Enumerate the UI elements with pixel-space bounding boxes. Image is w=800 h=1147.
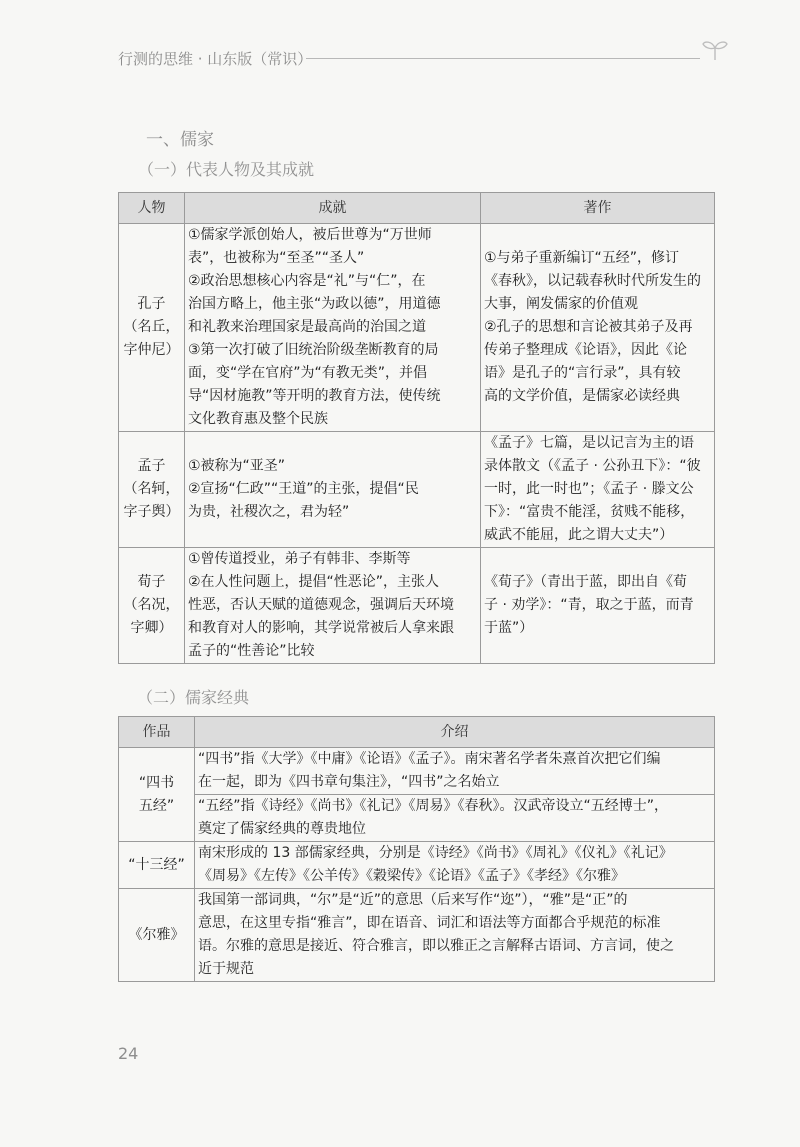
column-header: 人物 [119, 193, 185, 224]
column-header: 作品 [119, 717, 195, 748]
achievement-line: ②宣扬“仁政”“王道”的主张，提倡“民 [188, 481, 419, 497]
introduction-line: 在一起，即为《四书章句集注》，“四书”之名始立 [198, 774, 500, 790]
person-name-line: 字子舆） [123, 504, 180, 520]
works-line: 语》是孔子的“言行录”，具有较 [484, 365, 681, 381]
works-line: 于蓝”） [484, 620, 534, 636]
achievement-line: 孟子的“性善论”比较 [188, 643, 315, 659]
classics-table [118, 716, 715, 982]
person-name-line: 字仲尼） [123, 342, 180, 358]
achievement-line: 治国方略上，他主张“为政以德”，用道德 [188, 296, 441, 312]
achievement-line: 表”，也被称为“至圣”“圣人” [188, 250, 365, 266]
works-line: 子 · 劝学》：“青，取之于蓝，而青 [484, 597, 694, 613]
introduction-cell [195, 748, 715, 795]
achievement-line: ①被称为“亚圣” [188, 458, 286, 474]
achievement-line: ①曾传道授业，弟子有韩非、李斯等 [188, 551, 411, 567]
achievement-line: ②在人性问题上，提倡“性恶论”，主张人 [188, 574, 440, 590]
works-line: 一时，此一时也”；《孟子 · 滕文公 [484, 481, 694, 497]
person-name-line: （名况， [123, 597, 180, 613]
running-header [118, 46, 730, 72]
work-name-line: 五经” [138, 797, 175, 814]
section-title: 一、儒家 [146, 130, 214, 150]
column-header: 著作 [481, 193, 715, 224]
person-name-line: 字卿） [130, 620, 173, 636]
achievement-cell [185, 548, 481, 664]
table-row [119, 889, 715, 982]
table-header-row [119, 193, 715, 224]
introduction-cell [195, 889, 715, 982]
achievement-cell [185, 432, 481, 548]
achievement-cell [185, 224, 481, 432]
works-cell [481, 432, 715, 548]
table-row [119, 842, 715, 889]
works-line: 《孟子》七篇，是以记言为主的语 [484, 435, 694, 451]
person-name-line: 孔子 [137, 296, 166, 312]
achievement-line: ②政治思想核心内容是“礼”与“仁”，在 [188, 273, 426, 289]
page-number: 24 [118, 1044, 139, 1063]
work-name-line: 《尔雅》 [128, 926, 185, 943]
person-name-line: （名丘， [123, 319, 180, 335]
works-line: 录体散文（《孟子 · 公孙丑下》：“彼 [484, 458, 701, 474]
person-cell [119, 548, 185, 664]
achievement-line: 文化教育惠及整个民族 [188, 411, 328, 427]
table-row [119, 432, 715, 548]
introduction-line: “四书”指《大学》《中庸》《论语》《孟子》。南宋著名学者朱熹首次把它们编 [198, 751, 661, 767]
achievement-line: 为贵，社稷次之，君为轻” [188, 504, 350, 520]
subsection-title-people: （一）代表人物及其成就 [138, 160, 315, 179]
table-header-row [119, 717, 715, 748]
achievement-line: 导“因材施教”等开明的教育方法，使传统 [188, 388, 441, 404]
achievement-line: 和礼教来治理国家是最高尚的治国之道 [188, 319, 426, 335]
achievement-line: 和教育对人的影响，其学说常被后人拿来跟 [188, 620, 454, 636]
works-line: 威武不能屈，此之谓大丈夫”） [484, 527, 674, 543]
achievement-line: 面，变“学在官府”为“有教无类”，并倡 [188, 365, 428, 381]
introduction-line: 意思，在这里专指“雅言”，即在语音、词汇和语法等方面都合乎规范的标准 [198, 915, 661, 931]
introduction-line: “五经”指《诗经》《尚书》《礼记》《周易》《春秋》。汉武帝设立“五经博士”， [198, 798, 669, 814]
work-name-cell [119, 842, 195, 889]
column-header: 介绍 [195, 717, 715, 748]
introduction-line: 近于规范 [198, 961, 254, 977]
achievement-line: ①儒家学派创始人，被后世尊为“万世师 [188, 227, 432, 243]
introduction-cell [195, 795, 715, 842]
works-line: ②孔子的思想和言论被其弟子及再 [484, 319, 693, 335]
table-row [119, 548, 715, 664]
column-header: 成就 [185, 193, 481, 224]
table-row [119, 748, 715, 795]
header-title: 行测的思维 · 山东版（常识） [118, 50, 313, 68]
achievement-line: 性恶，否认天赋的道德观念，强调后天环境 [188, 597, 454, 613]
person-name-line: 荀子 [137, 574, 166, 590]
works-line: ①与弟子重新编订“五经”，修订 [484, 250, 680, 266]
header-divider [306, 58, 700, 59]
introduction-line: 语。尔雅的意思是接近、符合雅言，即以雅正之言解释古语词、方言词，使之 [198, 938, 674, 954]
introduction-cell [195, 842, 715, 889]
introduction-line: 南宋形成的 13 部儒家经典，分别是《诗经》《尚书》《周礼》《仪礼》《礼记》 [198, 845, 673, 861]
works-line: 大事，阐发儒家的价值观 [484, 296, 638, 312]
table-row [119, 795, 715, 842]
works-line: 下》：“富贵不能淫，贫贱不能移， [484, 504, 695, 520]
works-cell [481, 224, 715, 432]
work-name-line: “十三经” [128, 856, 185, 873]
person-cell [119, 224, 185, 432]
works-line: 《春秋》，以记载春秋时代所发生的 [484, 273, 701, 289]
subsection-title-classics: （二）儒家经典 [137, 688, 250, 707]
figures-table [118, 192, 715, 664]
achievement-line: ③第一次打破了旧统治阶级垄断教育的局 [188, 342, 439, 358]
works-line: 高的文学价值，是儒家必读经典 [484, 388, 680, 404]
introduction-line: 奠定了儒家经典的尊贵地位 [198, 821, 366, 837]
person-cell [119, 432, 185, 548]
work-name-cell [119, 889, 195, 982]
person-name-line: 孟子 [137, 458, 166, 474]
person-name-line: （名轲， [123, 481, 180, 497]
works-line: 传弟子整理成《论语》，因此《论 [484, 342, 687, 358]
work-name-line: “四书 [138, 774, 175, 791]
introduction-line: 我国第一部词典，“尔”是“近”的意思（后来写作“迩”），“雅”是“正”的 [198, 892, 628, 908]
table-row [119, 224, 715, 432]
sprout-icon [700, 38, 730, 62]
works-line: 《荀子》（青出于蓝，即出自《荀 [484, 574, 687, 590]
works-cell [481, 548, 715, 664]
work-name-cell [119, 748, 195, 842]
introduction-line: 《周易》《左传》《公羊传》《穀梁传》《论语》《孟子》《孝经》《尔雅》 [198, 868, 625, 884]
